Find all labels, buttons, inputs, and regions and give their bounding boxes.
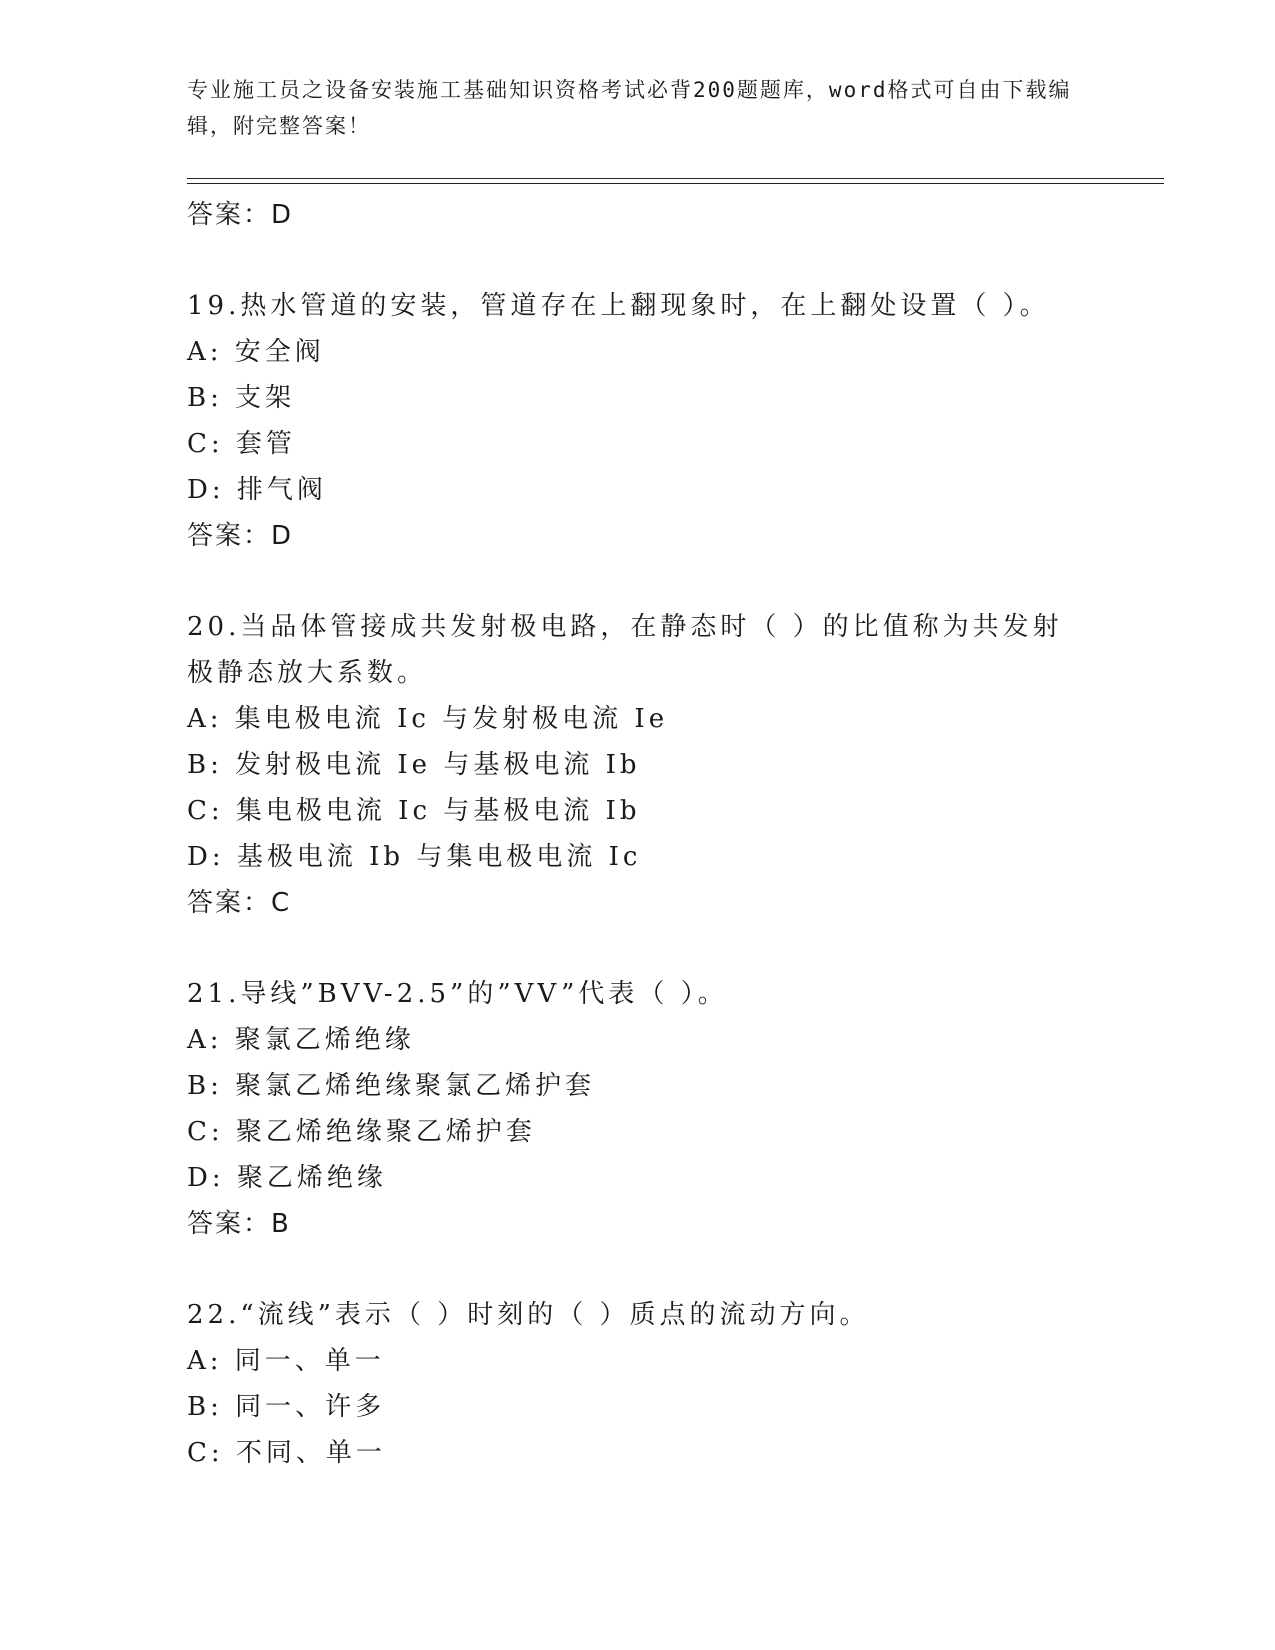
header-rule-top — [187, 178, 1164, 179]
option-d: D: 聚乙烯绝缘 — [187, 1163, 387, 1193]
document-header: 专业施工员之设备安装施工基础知识资格考试必背200题题库，word格式可自由下载编辑，附完整答案！ — [187, 78, 1072, 138]
option-c: C: 集电极电流 Ic 与基极电流 Ib — [187, 796, 641, 826]
question-21 — [187, 971, 1087, 1247]
answer: 答案：D — [187, 521, 294, 551]
option-b: B: 聚氯乙烯绝缘聚氯乙烯护套 — [187, 1071, 596, 1101]
question-stem: 19.热水管道的安装，管道存在上翻现象时，在上翻处设置（ ）。 — [187, 291, 1050, 321]
option-a: A: 聚氯乙烯绝缘 — [187, 1025, 415, 1055]
option-a: A: 同一、单一 — [187, 1346, 385, 1376]
option-c: C: 不同、单一 — [187, 1438, 386, 1468]
answer: 答案：C — [187, 888, 292, 918]
option-c: C: 聚乙烯绝缘聚乙烯护套 — [187, 1117, 536, 1147]
previous-answer: 答案：D — [187, 200, 294, 230]
header-rule-bottom — [187, 183, 1164, 184]
option-d: D: 排气阀 — [187, 475, 327, 505]
question-20 — [187, 604, 1087, 926]
question-22 — [187, 1292, 1087, 1476]
question-stem: 21.导线”BVV-2.5”的”VV”代表（ ）。 — [187, 979, 728, 1009]
question-stem: 20.当品体管接成共发射极电路，在静态时（ ）的比值称为共发射极静态放大系数。 — [187, 612, 1063, 688]
option-a: A: 集电极电流 Ic 与发射极电流 Ie — [187, 704, 669, 734]
question-19 — [187, 283, 1087, 559]
option-b: B: 发射极电流 Ie 与基极电流 Ib — [187, 750, 641, 780]
option-a: A: 安全阀 — [187, 337, 325, 367]
option-b: B: 支架 — [187, 383, 296, 413]
option-d: D: 基极电流 Ib 与集电极电流 Ic — [187, 842, 642, 872]
question-content — [187, 192, 1087, 1476]
question-stem: 22.“流线”表示（ ）时刻的（ ）质点的流动方向。 — [187, 1300, 870, 1330]
answer: 答案：B — [187, 1209, 291, 1239]
option-c: C: 套管 — [187, 429, 296, 459]
option-b: B: 同一、许多 — [187, 1392, 386, 1422]
